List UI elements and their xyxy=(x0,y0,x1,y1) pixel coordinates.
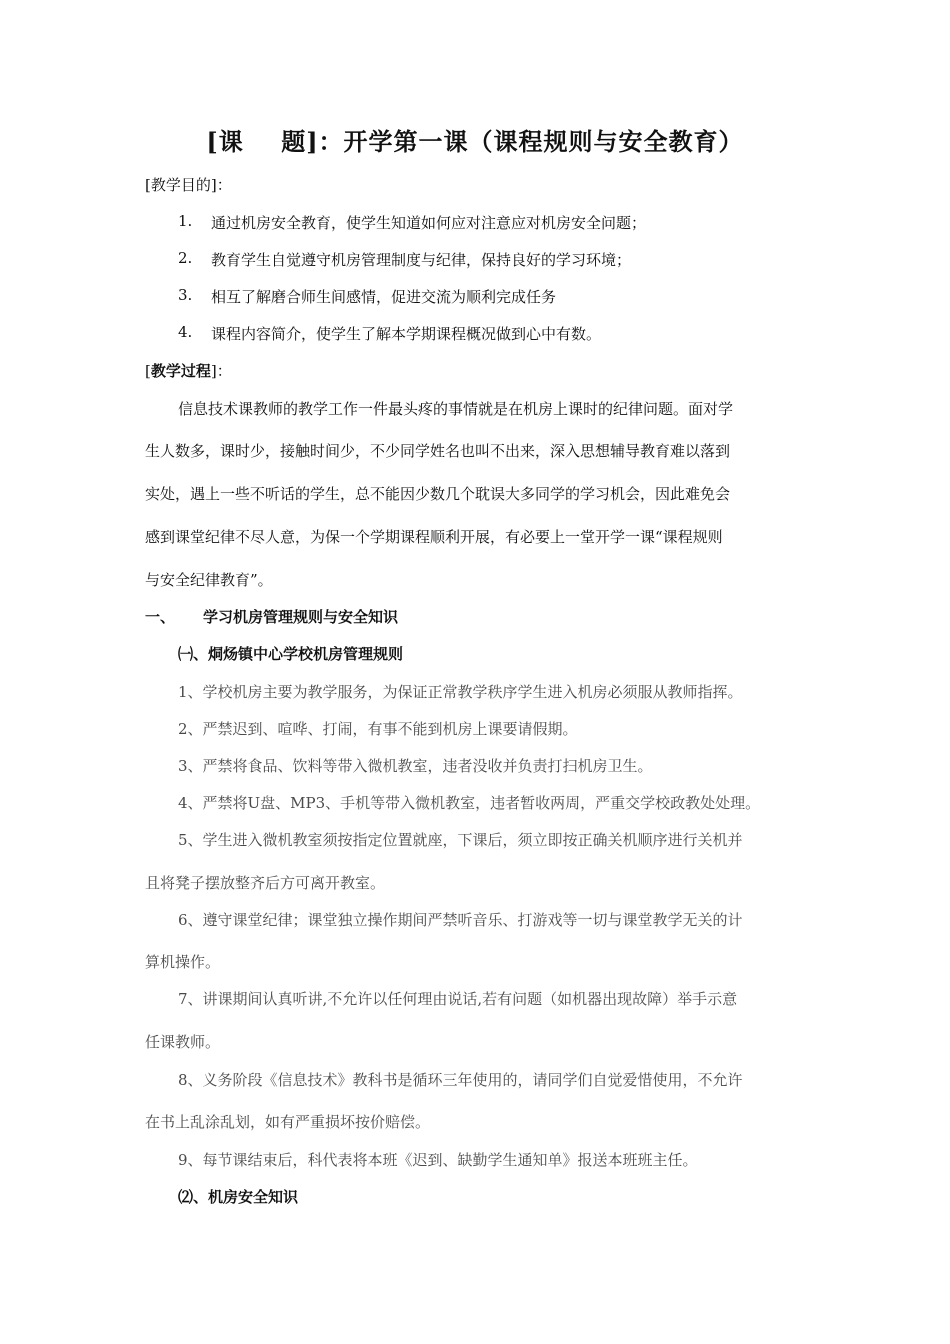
process-paragraph-line: 感到课堂纪律不尽人意，为保一个学期课程顺利开展，有必要上一堂开学一课“课程规则 xyxy=(145,528,723,546)
objective-number: 1. xyxy=(178,212,193,230)
rule-line: 7、讲课期间认真听讲,不允许以任何理由说话,若有问题（如机器出现故障）举手示意 xyxy=(178,990,738,1008)
objective-item: 通过机房安全教育，使学生知道如何应对注意应对机房安全问题； xyxy=(211,214,647,232)
objective-number: 4. xyxy=(178,323,193,341)
subsection-title: ⑵、机房安全知识 xyxy=(178,1188,299,1206)
rule-line: 在书上乱涂乱划，如有严重损坏按价赔偿。 xyxy=(145,1113,431,1131)
objective-number: 2. xyxy=(178,249,193,267)
rule-line: 3、严禁将食品、饮料等带入微机教室，违者没收并负责打扫机房卫生。 xyxy=(178,757,653,775)
section-number: 一、 xyxy=(145,608,176,626)
rule-line: 1、学校机房主要为教学服务，为保证正常教学秩序学生进入机房必须服从教师指挥。 xyxy=(178,683,743,701)
process-paragraph-line: 与安全纪律教育”。 xyxy=(145,571,273,589)
rule-line: 且将凳子摆放整齐后方可离开教室。 xyxy=(145,874,386,892)
objectives-heading: [教学目的]： xyxy=(145,176,232,194)
process-heading: [教学过程]： xyxy=(145,362,232,380)
process-paragraph-line: 生人数多，课时少，接触时间少，不少同学姓名也叫不出来，深入思想辅导教育难以落到 xyxy=(145,442,731,460)
page-title: [课 题]：开学第一课（课程规则与安全教育） xyxy=(206,127,744,156)
rule-line: 2、严禁迟到、喧哗、打闹，有事不能到机房上课要请假期。 xyxy=(178,720,578,738)
rule-line: 8、义务阶段《信息技术》教科书是循环三年使用的，请同学们自觉爱惜使用，不允许 xyxy=(178,1071,743,1089)
objective-item: 课程内容简介，使学生了解本学期课程概况做到心中有数。 xyxy=(211,325,602,343)
process-paragraph-line: 信息技术课教师的教学工作一件最头疼的事情就是在机房上课时的纪律问题。面对学 xyxy=(178,400,734,418)
rule-line: 4、严禁将U盘、MP3、手机等带入微机教室，违者暂收两周，严重交学校政教处处理。 xyxy=(178,794,761,812)
objective-item: 相互了解磨合师生间感情，促进交流为顺利完成任务 xyxy=(211,288,557,306)
rule-line: 任课教师。 xyxy=(145,1033,221,1051)
subsection-title: ㈠、烔炀镇中心学校机房管理规则 xyxy=(178,645,404,663)
section-title: 学习机房管理规则与安全知识 xyxy=(203,608,399,626)
rule-line: 6、遵守课堂纪律；课堂独立操作期间严禁听音乐、打游戏等一切与课堂教学无关的计 xyxy=(178,911,743,929)
rule-line: 算机操作。 xyxy=(145,953,221,971)
process-paragraph-line: 实处，遇上一些不听话的学生，总不能因少数几个耽误大多同学的学习机会，因此难免会 xyxy=(145,485,731,503)
rule-line: 9、每节课结束后，科代表将本班《迟到、缺勤学生通知单》报送本班班主任。 xyxy=(178,1151,698,1169)
rule-line: 5、学生进入微机教室须按指定位置就座，下课后，须立即按正确关机顺序进行关机并 xyxy=(178,831,743,849)
objective-number: 3. xyxy=(178,286,193,304)
objective-item: 教育学生自觉遵守机房管理制度与纪律，保持良好的学习环境； xyxy=(211,251,632,269)
